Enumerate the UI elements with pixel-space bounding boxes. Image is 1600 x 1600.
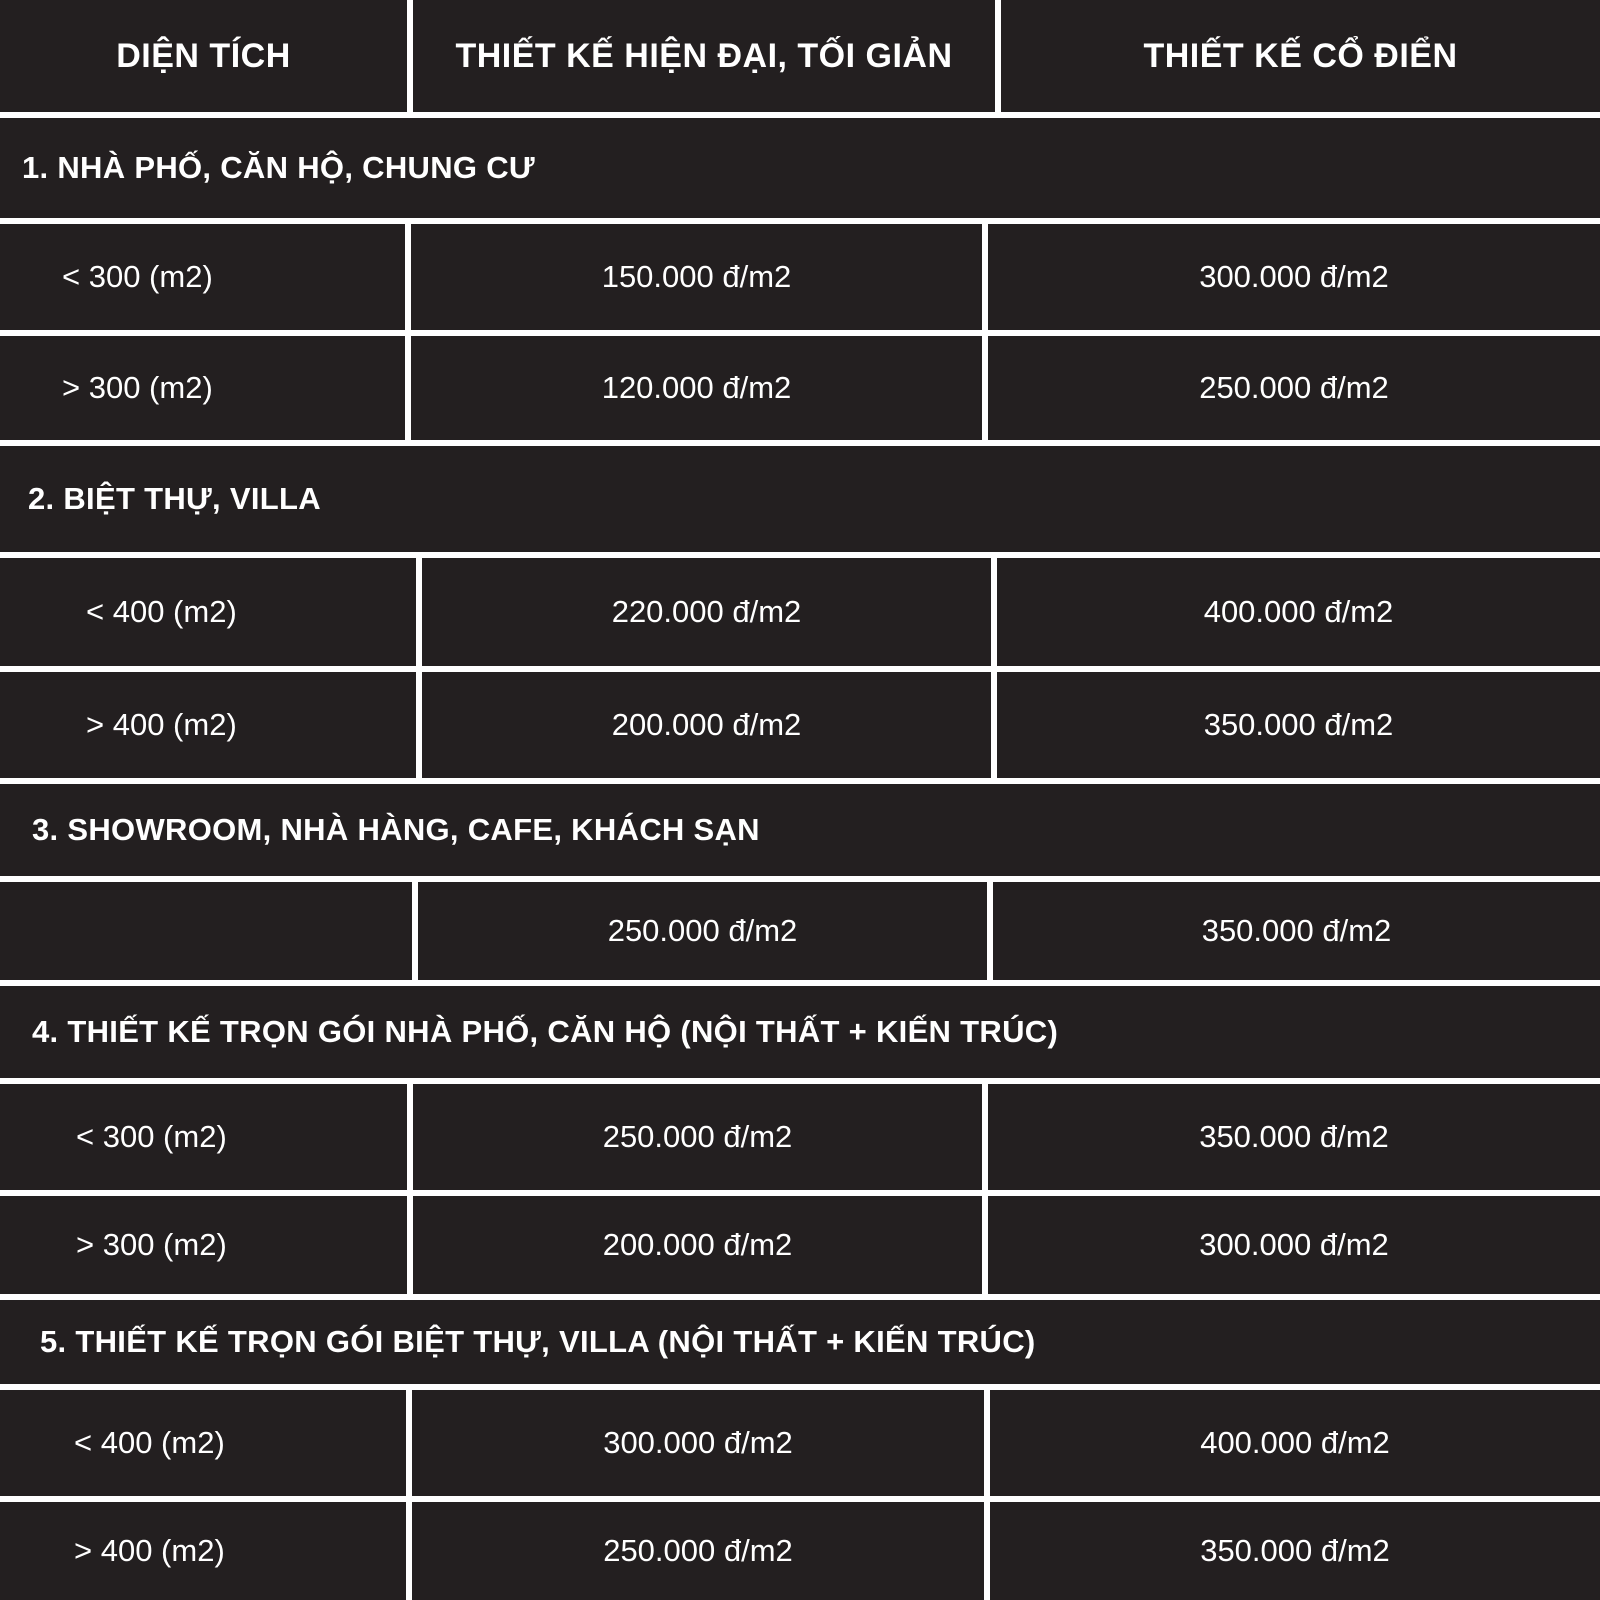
area-cell (0, 882, 412, 980)
area-cell: > 400 (m2) (0, 672, 416, 778)
header-modern: THIẾT KẾ HIỆN ĐẠI, TỐI GIẢN (413, 0, 995, 112)
price-classic: 300.000 đ/m2 (988, 1196, 1600, 1294)
price-modern: 220.000 đ/m2 (422, 558, 991, 666)
area-cell: < 300 (m2) (0, 224, 405, 330)
section-title: 3. SHOWROOM, NHÀ HÀNG, CAFE, KHÁCH SẠN (0, 784, 1600, 876)
area-cell: > 400 (m2) (0, 1502, 406, 1600)
section-title: 4. THIẾT KẾ TRỌN GÓI NHÀ PHỐ, CĂN HỘ (NỘI THẤT + KIẾN TRÚC) (0, 986, 1600, 1078)
header-area: DIỆN TÍCH (0, 0, 407, 112)
area-cell: > 300 (m2) (0, 1196, 407, 1294)
price-classic: 350.000 đ/m2 (993, 882, 1600, 980)
price-modern: 300.000 đ/m2 (412, 1390, 984, 1496)
area-cell: < 400 (m2) (0, 1390, 406, 1496)
price-modern: 150.000 đ/m2 (411, 224, 982, 330)
area-cell: < 300 (m2) (0, 1084, 407, 1190)
price-modern: 200.000 đ/m2 (422, 672, 991, 778)
price-modern: 250.000 đ/m2 (413, 1084, 982, 1190)
price-modern: 250.000 đ/m2 (412, 1502, 984, 1600)
price-classic: 350.000 đ/m2 (990, 1502, 1600, 1600)
section-title: 1. NHÀ PHỐ, CĂN HỘ, CHUNG CƯ (0, 118, 1600, 218)
header-classic: THIẾT KẾ CỔ ĐIỂN (1001, 0, 1600, 112)
price-classic: 250.000 đ/m2 (988, 336, 1600, 440)
price-modern: 250.000 đ/m2 (418, 882, 987, 980)
section-title: 2. BIỆT THỰ, VILLA (0, 446, 1600, 552)
price-classic: 350.000 đ/m2 (988, 1084, 1600, 1190)
price-modern: 120.000 đ/m2 (411, 336, 982, 440)
price-classic: 350.000 đ/m2 (997, 672, 1600, 778)
area-cell: > 300 (m2) (0, 336, 405, 440)
section-title: 5. THIẾT KẾ TRỌN GÓI BIỆT THỰ, VILLA (NỘI THẤT + KIẾN TRÚC) (0, 1300, 1600, 1384)
price-modern: 200.000 đ/m2 (413, 1196, 982, 1294)
area-cell: < 400 (m2) (0, 558, 416, 666)
price-classic: 400.000 đ/m2 (990, 1390, 1600, 1496)
price-classic: 300.000 đ/m2 (988, 224, 1600, 330)
price-classic: 400.000 đ/m2 (997, 558, 1600, 666)
